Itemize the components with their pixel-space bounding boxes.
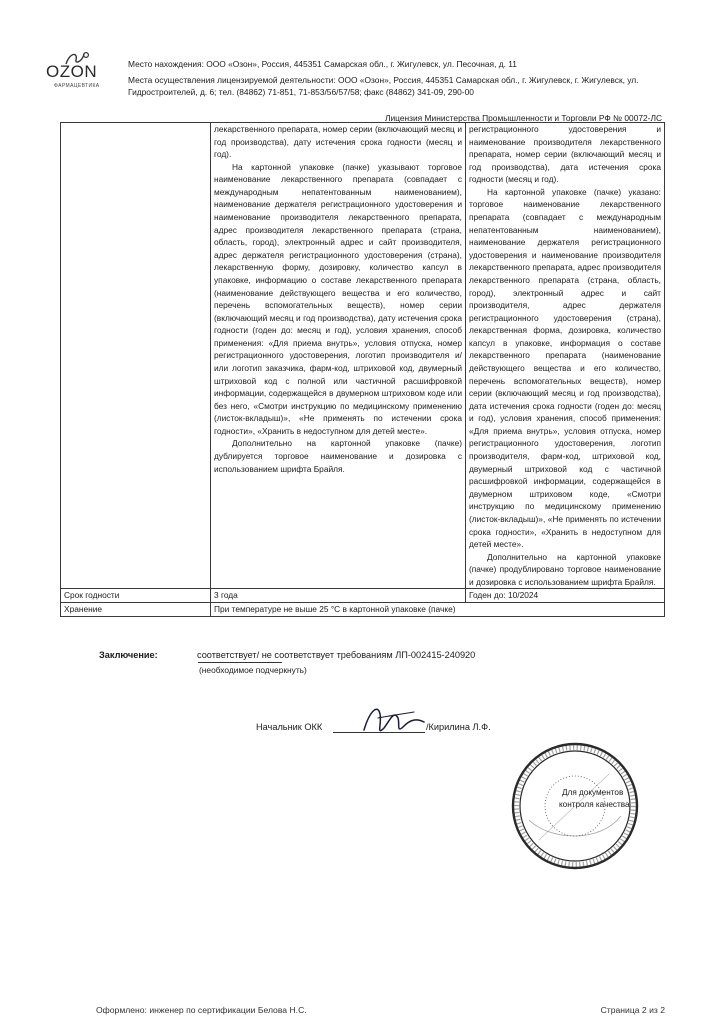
table-cell xyxy=(61,123,211,589)
table-cell-result xyxy=(466,123,665,589)
address-line: Гидростроителей, д. 6; тел. (84862) 71-851, 71-853/56/57/58; факс (84862) 341-09, 290-00 xyxy=(128,87,474,97)
conclusion xyxy=(99,650,475,660)
stamp-text: контроля качества xyxy=(559,800,630,809)
handwritten-signature xyxy=(358,700,430,742)
footer-prepared-by: Оформлено: инженер по сертификации Белова Н.С. xyxy=(96,1005,307,1015)
row-spec: 3 года xyxy=(211,589,466,603)
stamp-text: Для документов xyxy=(562,788,624,797)
table-row xyxy=(61,589,665,603)
row-result: Годен до: 10/2024 xyxy=(466,589,665,603)
table-row xyxy=(61,603,665,617)
page-number: Страница 2 из 2 xyxy=(600,1005,665,1015)
right-text-a: регистрационного удостоверения и наименование производителя лекарственного препарата, номер серии (включающий месяц и год производства), дата истечения срока годности (месяц и год). xyxy=(469,124,661,185)
license-line: Лицензия Министерства Промышленности и Торговли РФ № 00072-ЛС xyxy=(385,113,662,123)
conclusion-label: Заключение: xyxy=(99,650,158,660)
right-text-b: На картонной упаковке (пачке) указано: торговое наименование лекарственного препарата (совпадает с международным непатентованным наименованием), наименование держателя регистрационного удостоверения и наименование производителя лекарственного препарата, адрес производителя лекарственного препарата (страна, область, город), электронный адрес и сайт производителя, адрес держателя регистрационного удостоверения (страна), лекарственная форма, дозировка, количество капсул в упаковке, информация о составе лекарственного препарата (наименование действующего вещества и его количество, перечень вспомогательных веществ), номер серии (включающий месяц и год производства), дата истечения срока годности (годен до: месяц и год), условия хранения, способ применения: «Для приема внутрь», условия отпуска, номер регистрационного удостоверения, логотип производителя, фарм-код, штриховой код, двумерный штриховой код с частичной расшифровкой информации, содержащейся в двумерном штриховом коде, «Смотри инструкцию по медицинскому применению (листок-вкладыш)», «Не применять по истечении срока годности», «Хранить в недоступном для детей месте». xyxy=(469,186,661,550)
conclusion-underline xyxy=(198,662,282,663)
logo-text: OZON xyxy=(46,62,98,81)
row-spec: При температуре не выше 25 °С в картонной упаковке (пачке) xyxy=(211,603,665,617)
company-logo xyxy=(40,50,118,94)
specification-table xyxy=(60,122,665,617)
right-text-c: Дополнительно на картонной упаковке (пачке) продублировано торговое наименование и дозировка с использованием шрифта Брайля. xyxy=(469,551,661,587)
table-row xyxy=(61,123,665,589)
signer-name: /Кирилина Л.Ф. xyxy=(426,722,491,732)
conclusion-note: (необходимое подчеркнуть) xyxy=(199,665,307,675)
table-cell-specification xyxy=(211,123,466,589)
conclusion-text: соответствует/ не соответствует требованиям ЛП-002415-240920 xyxy=(197,650,476,660)
left-text-c: Дополнительно на картонной упаковке (пачке) дублируется торговое наименование и дозировка с использованием шрифта Брайля. xyxy=(214,438,462,474)
signer-title: Начальник ОКК xyxy=(256,722,323,732)
row-label: Срок годности xyxy=(61,589,211,603)
left-text-b: На картонной упаковке (пачке) указывают торговое наименование лекарственного препарата (совпадает с международным непатентованным наименованием), наименование держателя регистрационного удостоверения и наименование производителя лекарственного препарата, адрес производителя лекарственного препарата (страна, область, город), электронный адрес и сайт производителя, адрес держателя регистрационного удостоверения (страна), лекарственную форму, дозировку, количество капсул в упаковке, информацию о составе лекарственного препарата (наименование действующего вещества и его количество, перечень вспомогательных веществ), номер серии (включающий месяц и год производства), дату истечения срока годности (годен до: месяц и год), условия хранения, способ применения: «Для приема внутрь», условия отпуска, номер регистрационного удостоверения, логотип производителя и/или логотип заказчика, фарм-код, штриховой код, двумерный штриховой код с полной или частичной расшифровкой информации, содержащейся в двумерном штриховом коде или без него, «Смотри инструкцию по медицинскому применению (листок-вкладыш)», «Не применять по истечении срока годности», «Хранить в недоступном для детей месте». xyxy=(214,161,462,436)
address-line: Места осуществления лицензируемой деятельности: ООО «Озон», Россия, 445351 Самарская обл., г. Жигулевск, г. Жигулевск, ул. xyxy=(128,75,639,85)
logo-subtext: ФАРМАЦЕВТИКА xyxy=(54,83,100,89)
document-header xyxy=(0,0,717,135)
row-label: Хранение xyxy=(61,603,211,617)
left-text-a: лекарственного препарата, номер серии (включающий месяц и год производства), дату истечения срока годности (месяц и год). xyxy=(214,124,462,160)
address-line: Место нахождения: ООО «Озон», Россия, 445351 Самарская обл., г. Жигулевск, ул. Песочная, д. 11 xyxy=(128,59,517,69)
